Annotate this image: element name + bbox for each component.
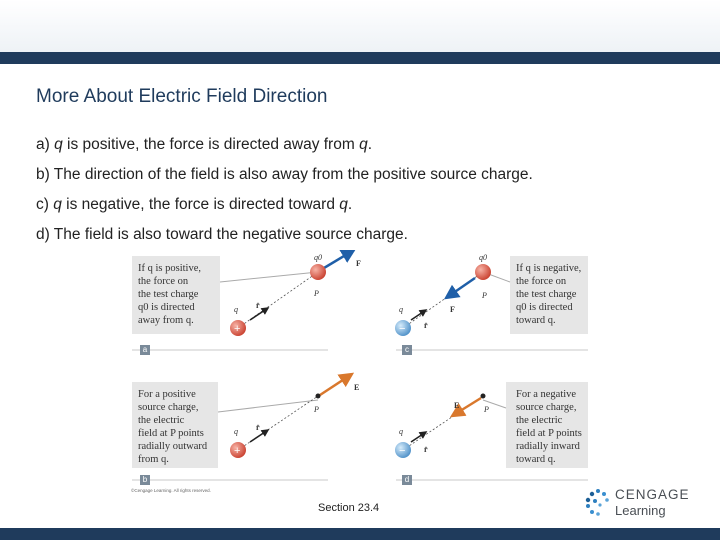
- label-p-b: P: [482, 291, 487, 300]
- panel-letter-b: b: [140, 475, 150, 485]
- test-charge-b: [475, 264, 491, 280]
- label-force-b: F: [450, 305, 455, 314]
- label-p-a: P: [314, 289, 319, 298]
- figure-copyright: ©Cengage Learning. All rights reserved.: [131, 488, 211, 493]
- label-q0-a: q0: [314, 253, 322, 262]
- label-rhat-a: r̂: [256, 301, 260, 310]
- note-panel-d: For a negative source charge, the electric field at P points radially inward toward q.: [516, 389, 582, 465]
- header-bar: [0, 52, 720, 64]
- point-p-c: [316, 394, 321, 399]
- test-charge-a: [310, 264, 326, 280]
- cengage-logo-mark-icon: [584, 488, 612, 516]
- label-rhat-d: r̂: [424, 445, 428, 454]
- logo-word: CENGAGE: [615, 487, 690, 502]
- logo-subword: Learning: [615, 503, 666, 518]
- point-p-d: [481, 394, 486, 399]
- footer-section: Section 23.4: [318, 502, 380, 514]
- plus-sign-a: +: [234, 323, 241, 335]
- label-q-b: q: [399, 305, 403, 314]
- label-rhat-b: r̂: [424, 321, 428, 330]
- panel-letter-d: d: [402, 475, 412, 485]
- panel-letter-a: a: [140, 345, 150, 355]
- bullet-a: a) q is positive, the force is directed away from q.: [36, 136, 372, 153]
- label-field-c: E: [354, 383, 360, 392]
- footer-bar: [0, 528, 720, 540]
- label-q-c: q: [234, 427, 238, 436]
- label-rhat-c: r̂: [256, 423, 260, 432]
- rhat-arrow-b: [411, 310, 426, 320]
- bullet-list: [36, 130, 533, 250]
- note-panel-b: If q is negative, the force on the test charge q0 is directed toward q.: [516, 263, 582, 326]
- leader-line-a: [220, 272, 318, 282]
- plus-sign-c: +: [234, 445, 241, 457]
- label-q-a: q: [234, 305, 238, 314]
- label-field-d: E: [454, 401, 460, 410]
- force-arrow-b: [446, 278, 475, 298]
- bullet-c: c) q is negative, the force is directed toward q.: [36, 196, 353, 213]
- note-panel-a: If q is positive, the force on the test charge q0 is directed away from q.: [138, 263, 201, 326]
- label-q0-b: q0: [479, 253, 487, 262]
- force-arrow-a: [324, 250, 354, 268]
- label-force-a: F: [356, 259, 361, 268]
- minus-sign-b: −: [399, 323, 406, 335]
- label-p-c: P: [314, 405, 319, 414]
- label-q-d: q: [399, 427, 403, 436]
- cengage-logo: [584, 486, 694, 520]
- header-band: [0, 0, 720, 52]
- field-arrow-c: [320, 374, 352, 395]
- leader-line-c: [218, 400, 318, 412]
- slide-title: More About Electric Field Direction: [36, 86, 328, 107]
- bullet-b: b) The direction of the field is also away from the positive source charge.: [36, 166, 533, 183]
- minus-sign-d: −: [399, 445, 406, 457]
- rhat-arrow-d: [411, 432, 426, 442]
- panel-letter-c: c: [402, 345, 412, 355]
- label-p-d: P: [484, 405, 489, 414]
- bullet-d: d) The field is also toward the negative source charge.: [36, 226, 408, 243]
- note-panel-c: For a positive source charge, the electric field at P points radially outward from q.: [138, 389, 208, 465]
